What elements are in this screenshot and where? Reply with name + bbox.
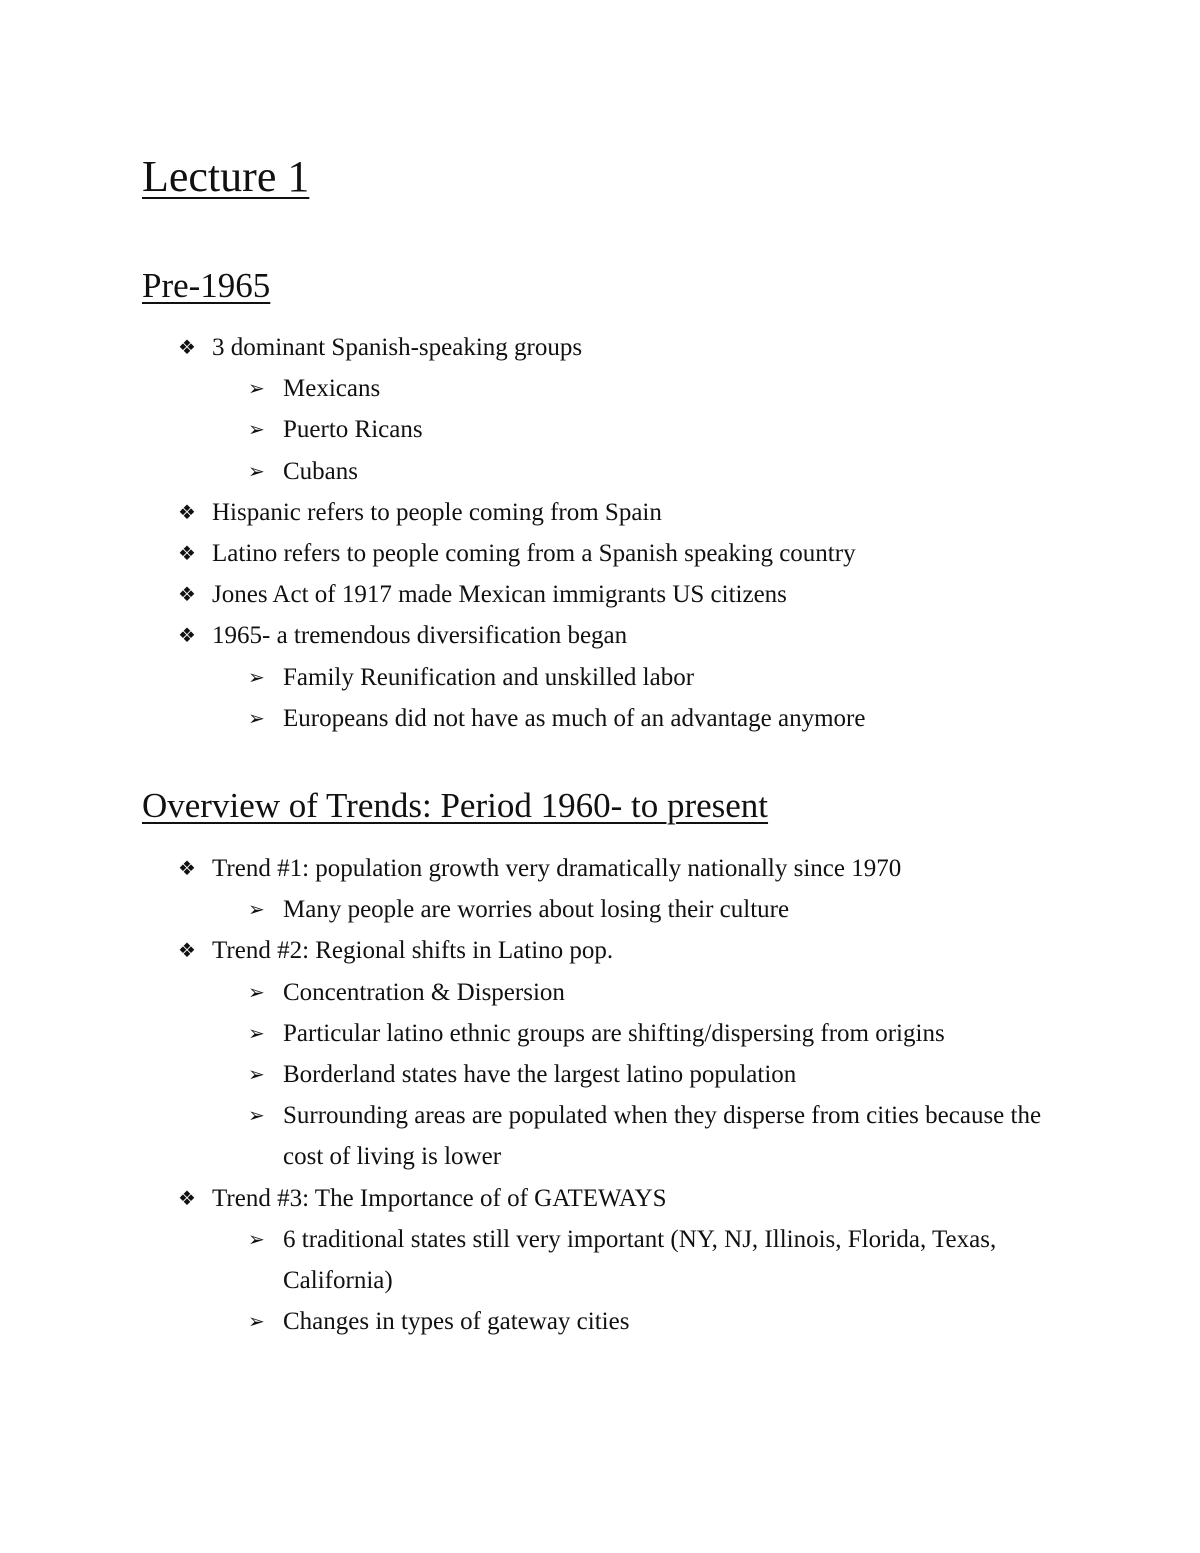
sub-list-item	[0, 1013, 1200, 1054]
list-item	[0, 492, 1200, 533]
diamond-bullet-icon: ❖	[178, 582, 196, 607]
arrowhead-bullet-icon: ➢	[248, 664, 265, 689]
sub-list-item-text: Many people are worries about losing their culture	[283, 896, 790, 924]
list-item-text: Hispanic refers to people coming from Spain	[212, 498, 662, 526]
sub-list-item-text: Concentration & Dispersion	[283, 978, 565, 1006]
arrowhead-bullet-icon: ➢	[248, 417, 265, 442]
diamond-bullet-icon: ❖	[178, 623, 196, 648]
sub-list-item	[0, 657, 1200, 698]
sub-list-item-text: Changes in types of gateway cities	[283, 1308, 630, 1336]
list-item-text: Trend #3: The Importance of of GATEWAYS	[212, 1184, 667, 1212]
section-heading-pre-1965: Pre-1965	[142, 266, 271, 305]
sub-list-item-text: Borderland states have the largest latino population	[283, 1061, 797, 1089]
diamond-bullet-icon: ❖	[178, 1185, 196, 1210]
arrowhead-bullet-icon: ➢	[248, 979, 265, 1004]
section-heading-overview-of-trends: Overview of Trends: Period 1960- to present	[142, 786, 769, 825]
section-list-overview-of-trends	[0, 848, 1200, 1342]
sub-list-item-text: 6 traditional states still very important (NY, NJ, Illinois, Florida, Texas, California)	[283, 1225, 997, 1295]
sub-list-item-text: Cubans	[283, 457, 358, 485]
sub-list-item	[0, 368, 1200, 409]
sub-list-item	[0, 972, 1200, 1013]
list-item	[0, 574, 1200, 615]
diamond-bullet-icon: ❖	[178, 335, 196, 359]
diamond-bullet-icon: ❖	[178, 938, 196, 963]
sub-list-item	[0, 1219, 1043, 1301]
list-item	[0, 848, 1200, 889]
list-item	[0, 533, 1200, 574]
arrowhead-bullet-icon: ➢	[248, 1226, 265, 1251]
section-list-pre-1965	[0, 327, 1200, 739]
list-item	[0, 615, 1200, 656]
arrowhead-bullet-icon: ➢	[248, 1062, 265, 1087]
sub-list-item	[0, 1095, 1043, 1177]
arrowhead-bullet-icon: ➢	[248, 897, 265, 922]
sub-list-item-text: Europeans did not have as much of an advantage anymore	[283, 704, 866, 732]
arrowhead-bullet-icon: ➢	[248, 1103, 265, 1128]
list-item	[0, 1178, 1200, 1219]
list-item-text: Trend #2: Regional shifts in Latino pop.	[212, 937, 614, 965]
list-item-text: 3 dominant Spanish-speaking groups	[212, 334, 583, 361]
list-item-text: Trend #1: population growth very dramatically nationally since 1970	[212, 855, 902, 882]
list-item-text: 1965- a tremendous diversification began	[212, 622, 628, 650]
page-title: Lecture 1	[142, 152, 310, 201]
sub-list-item	[0, 451, 1200, 492]
sub-list-item-text: Particular latino ethnic groups are shifting/dispersing from origins	[283, 1019, 945, 1047]
arrowhead-bullet-icon: ➢	[248, 376, 265, 401]
sub-list-item	[0, 889, 1200, 930]
list-item	[0, 930, 1200, 971]
list-item-text: Jones Act of 1917 made Mexican immigrants US citizens	[212, 581, 787, 609]
sub-list-item	[0, 1301, 1200, 1342]
arrowhead-bullet-icon: ➢	[248, 1309, 265, 1334]
sub-list-item	[0, 1054, 1200, 1095]
arrowhead-bullet-icon: ➢	[248, 705, 265, 730]
sub-list-item	[0, 698, 1200, 739]
diamond-bullet-icon: ❖	[178, 541, 196, 566]
list-item-text: Latino refers to people coming from a Spanish speaking country	[212, 540, 856, 568]
arrowhead-bullet-icon: ➢	[248, 1020, 265, 1045]
list-item	[0, 327, 1200, 368]
sub-list-item-text: Mexicans	[283, 375, 381, 403]
sub-list-item-text: Family Reunification and unskilled labor	[283, 663, 695, 691]
arrowhead-bullet-icon: ➢	[248, 458, 265, 483]
sub-list-item	[0, 409, 1200, 450]
sub-list-item-text: Puerto Ricans	[283, 416, 423, 444]
diamond-bullet-icon: ❖	[178, 499, 196, 524]
sub-list-item-text: Surrounding areas are populated when they disperse from cities because the cost of living is lower	[283, 1102, 1042, 1171]
diamond-bullet-icon: ❖	[178, 856, 196, 880]
